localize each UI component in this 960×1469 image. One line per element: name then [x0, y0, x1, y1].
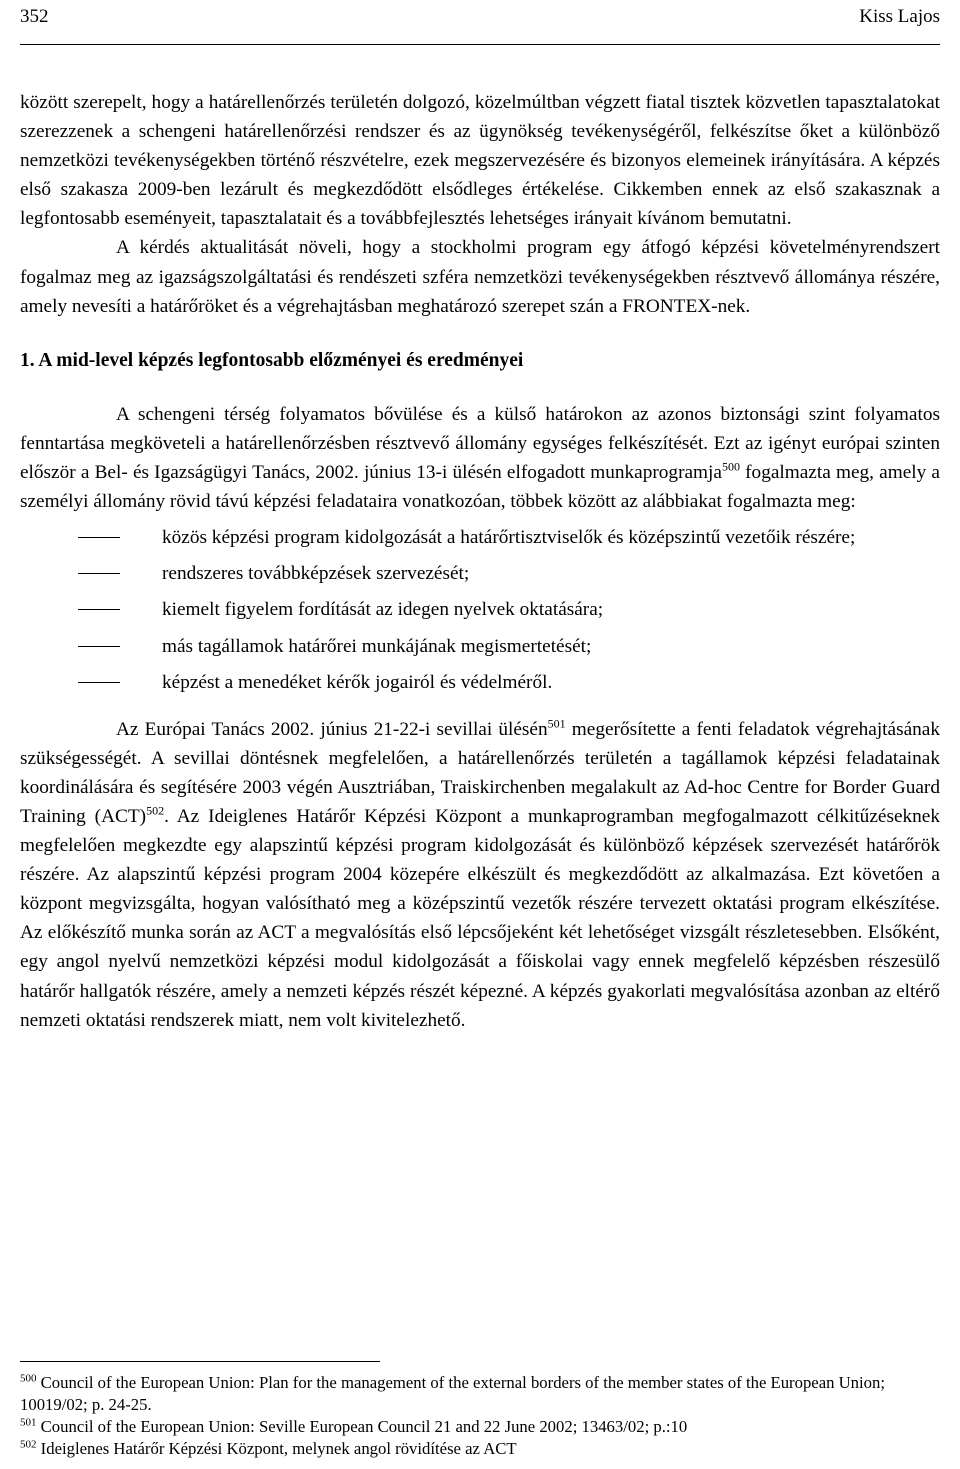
footnote-number: 500: [20, 1372, 37, 1385]
council-text-2: megerősítette a fenti feladatok végrehajtásának szükségességét. A sevillai döntésnek megfelelően, a határellenőrzés területén a tagállamok képzési feladatainak koordinálására és segítésére 2003 végén Ausztriában, Traiskirchenben megalakult az Ad-hoc Centre for Border Guard Training (ACT): [20, 718, 940, 827]
footnote-501: [20, 1416, 940, 1438]
footnote-500: [20, 1372, 940, 1416]
footnote-ref-502: 502: [146, 803, 165, 818]
footnote-rule: [20, 1361, 380, 1362]
list-item-text: képzést a menedéket kérők jogairól és védelméről.: [162, 671, 553, 693]
footnote-text: Council of the European Union: Plan for the management of the external borders of the member states of the European Union; 10019/02; p. 24-25.: [20, 1373, 885, 1414]
council-text-3: . Az Ideiglenes Határőr Képzési Központ a munkaprogramban megfogalmazott célkitűzéseknek megfelelően megkezdte egy alapszintű képzési program kidolgozását és különböző képzések szervezését határőrök részére. Az alapszintű képzési program 2004 közepére elkészült és megkezdődött az alkalmazása. Ezt követően a központ megvizsgálta, hogyan valósítható meg a középszintű vezetők részére tervezett oktatási program elkészítése. Az előkészítő munka során az ACT a megvalósítás első lépcsőjeként két lehetőséget vizsgált részletesebben. Elsőként, egy angol nyelvű nemzetközi képzési modul kidolgozását a főiskolai vagy ennek megfelelő képzésben részesülő határőr hallgatók részére, amely a nemzeti képzés részét képezné. A képzés gyakorlati megvalósítása azonban az eltérő nemzeti oktatási rendszerek miatt, nem volt kivitelezhető.: [20, 805, 940, 1031]
footnote-ref-501: 501: [547, 716, 566, 731]
list-item-text: közös képzési program kidolgozását a határőrtisztviselők és középszintű vezetőik részére;: [162, 527, 856, 549]
list-item: [20, 595, 940, 624]
list-item: [20, 559, 940, 588]
footnote-text: Council of the European Union: Seville European Council 21 and 22 June 2002; 13463/02; p.:10: [40, 1417, 688, 1436]
footnote-ref-500: 500: [721, 459, 740, 474]
list-item-text: kiemelt figyelem fordítását az idegen nyelvek oktatására;: [162, 599, 604, 621]
dash-bullet: [78, 646, 120, 647]
section-heading: 1. A mid-level képzés legfontosabb előzményei és eredményei: [20, 349, 524, 371]
council-text-1: Az Európai Tanács 2002. június 21-22-i sevillai ülésén: [116, 718, 548, 740]
footnotes: [20, 1361, 940, 1460]
list-item-text: rendszeres továbbképzések szervezését;: [162, 563, 470, 585]
dash-bullet: [78, 573, 120, 574]
dash-bullet: [78, 682, 120, 683]
footnote-number: 502: [20, 1438, 37, 1451]
footnote-number: 501: [20, 1416, 37, 1429]
list-item: [20, 668, 940, 697]
list-item: [20, 523, 940, 552]
schengen-text-after: fogalmazta meg, amely a személyi állomány rövid távú képzési feladataira vonatkozóan, többek között az alábbiakat fogalmazta meg:: [20, 462, 940, 513]
list-item-text: más tagállamok határőrei munkájának megismertetését;: [162, 635, 592, 657]
header-rule: [20, 44, 940, 45]
page-header: [20, 0, 940, 44]
footnote-502: [20, 1438, 940, 1460]
schengen-paragraph: [20, 400, 940, 516]
running-head: Kiss Lajos: [859, 6, 940, 27]
list-item: [20, 632, 940, 661]
page-number: 352: [20, 6, 49, 27]
schengen-text-before: A schengeni térség folyamatos bővülése és a külső határokon az azonos biztonsági szint folyamatos fenntartása megköveteli a határellenőrzésben résztvevő állomány egységes felkészítését. Ezt az igényt európai szinten először a Bel- és Igazságügyi Tanács, 2002. június 13-i ülésén elfogadott munkaprogramja: [20, 403, 940, 484]
intro-paragraph: között szerepelt, hogy a határellenőrzés területén dolgozó, közelmúltban végzett fiatal tisztek közvetlen tapasztalatokat szerezzenek a schengeni határellenőrzési rendszer és az ügynökség tevékenységéről, felkészítse őket a különböző nemzetközi tevékenységekben történő részvételre, ezek megszervezésére és bizonyos elemeinek irányítására. A képzés első szakasza 2009-ben lezárult és megkezdődött elsődleges értékelése. Cikkemben ennek az első szakasznak a legfontosabb eseményeit, tapasztalatait és a továbbfejlesztés lehetséges irányait kívánom bemutatni.: [20, 92, 940, 230]
main-text: [20, 88, 940, 1035]
second-paragraph: A kérdés aktualitását növeli, hogy a stockholmi program egy átfogó képzési követelményrendszert fogalmaz meg az igazságszolgáltatási és rendészeti szféra nemzetközi tevékenységekben résztvevő állománya részére, amely nevesíti a határőröket és a végrehajtásban meghatározó szerepet szán a FRONTEX-nek.: [20, 237, 940, 317]
council-paragraph: [20, 715, 940, 1035]
dash-bullet: [78, 609, 120, 610]
dash-bullet: [78, 537, 120, 538]
training-task-list: [20, 523, 940, 696]
footnote-text: Ideiglenes Határőr Képzési Központ, melynek angol rövidítése az ACT: [40, 1439, 517, 1458]
